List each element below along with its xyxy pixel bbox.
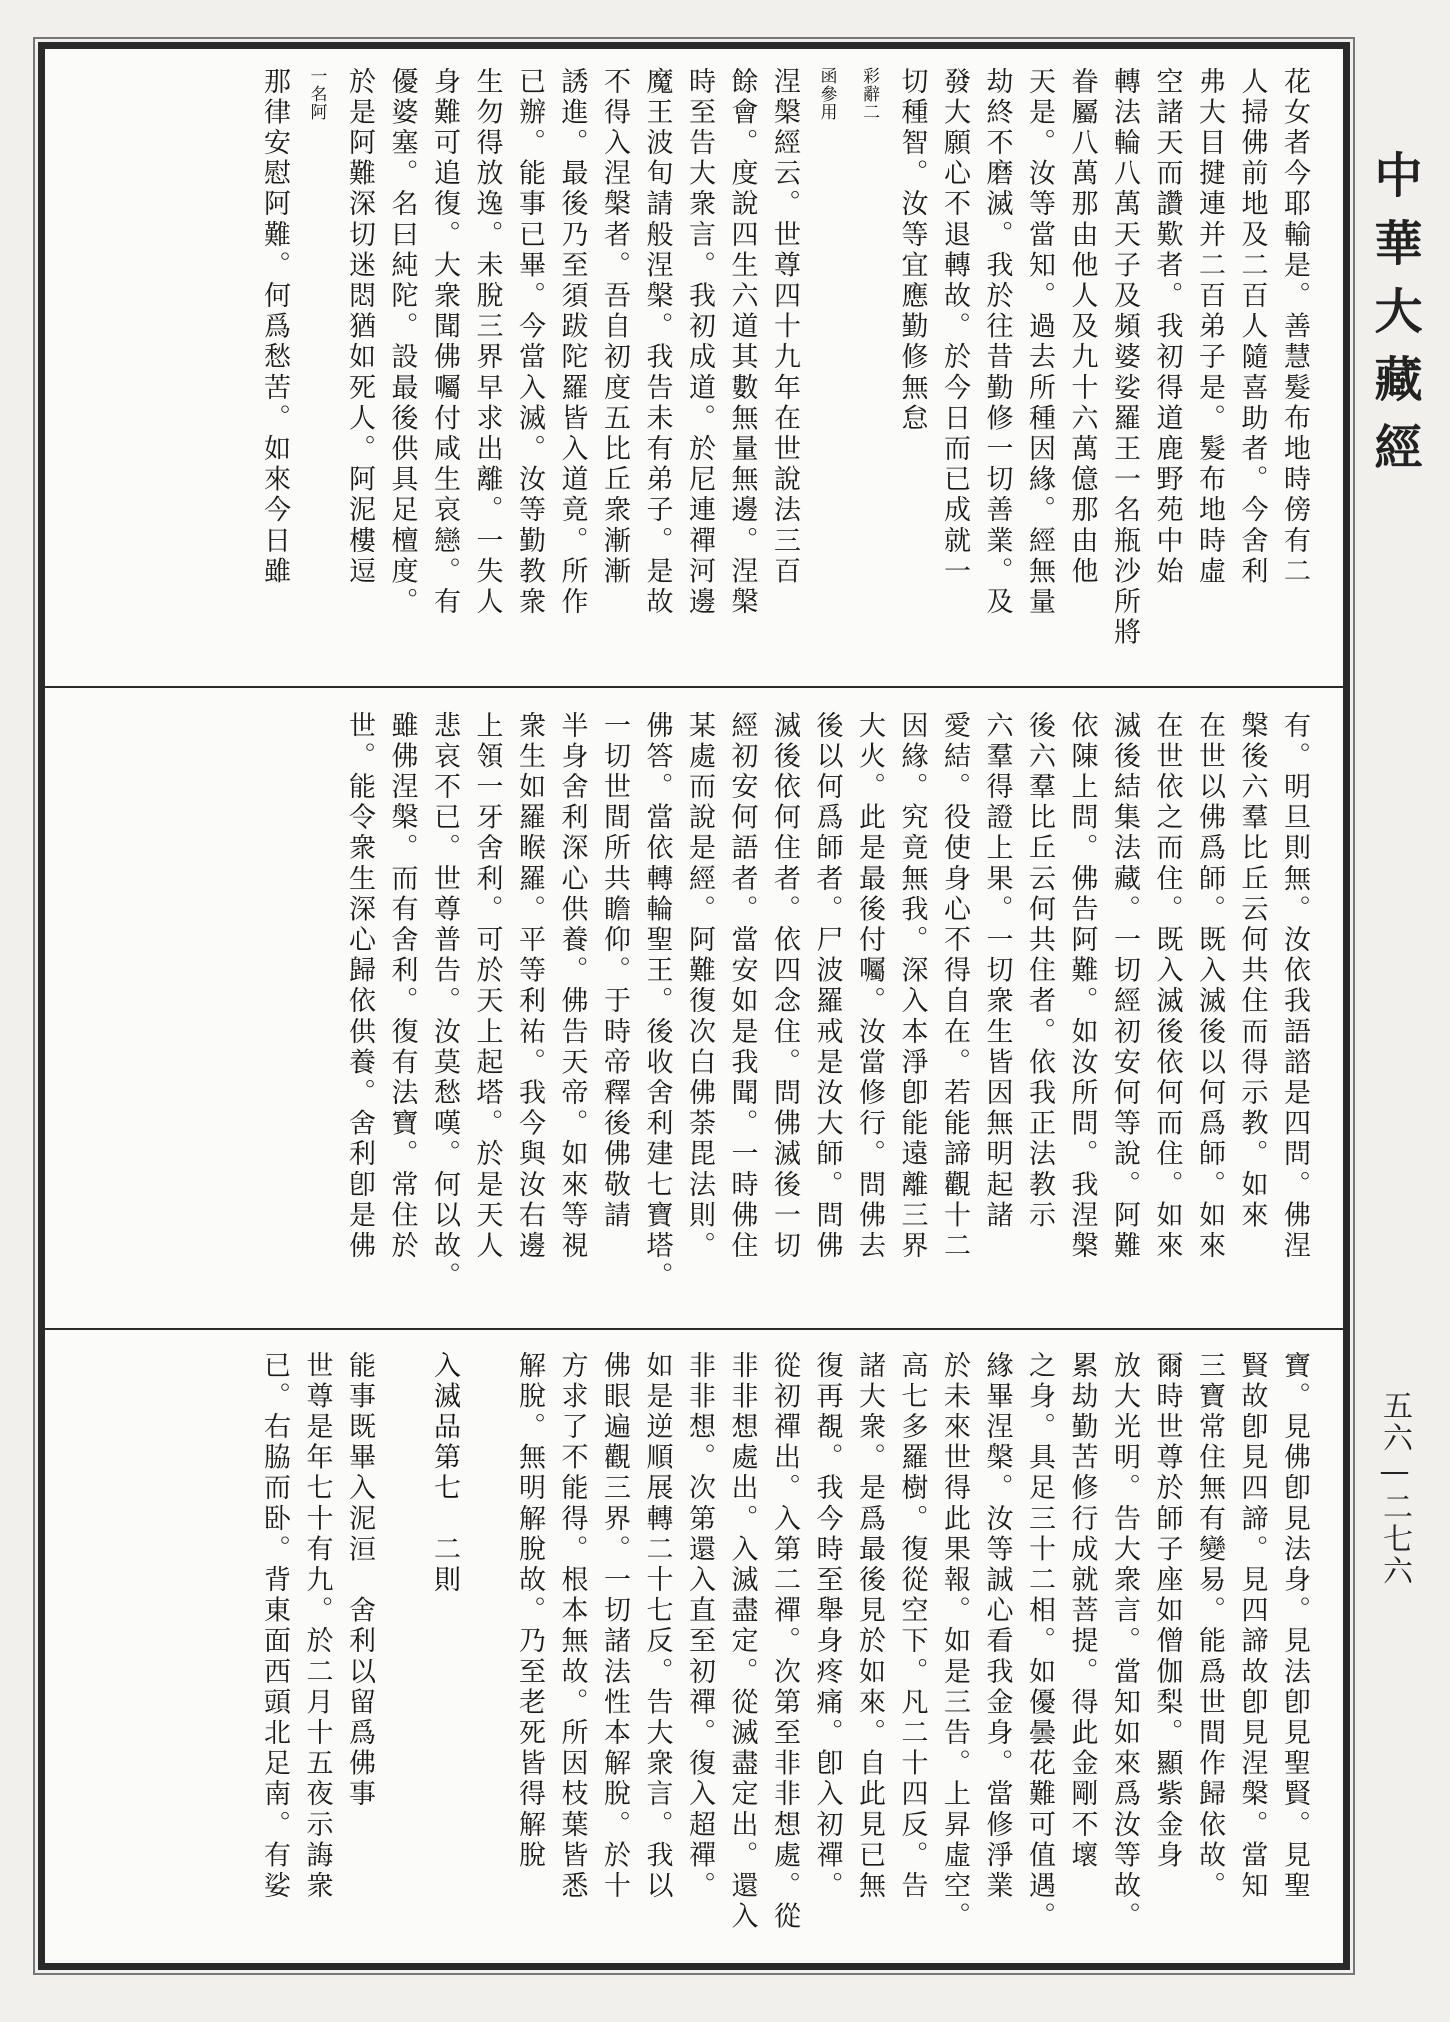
text-column: 非非想處出。入滅盡定。從滅盡定出。還入 (726, 1351, 758, 1933)
text-column: 不得入涅槃者。吾自初度五比丘衆漸漸 (599, 67, 630, 588)
text-column: 滅後依何住者。依四念住。問佛滅後一切 (769, 711, 800, 1262)
text-column: 六羣得證上果。一切衆生皆因無明起諸 (981, 711, 1013, 1232)
page-number: 五六—二七六 (1377, 1390, 1412, 1587)
text-column: 在世依之而住。既入滅後依何而住。如來 (1151, 711, 1183, 1262)
text-column: 在世以佛爲師。既入滅後以何爲師。如來 (1194, 711, 1225, 1262)
text-column: 緣畢涅槃。汝等誠心看我金身。當修淨業 (981, 1351, 1013, 1902)
text-column: 爾時世尊於師子座如僧伽梨。顯紫金身 (1151, 1351, 1183, 1872)
text-column: 已。右脇而卧。背東面西頭北足南。有娑 (259, 1351, 290, 1902)
text-column: 某處而說是經。阿難復次白佛荼毘法則。 (684, 711, 715, 1262)
text-column: 悲哀不已。世尊普告。汝莫愁嘆。何以故。 (429, 711, 460, 1293)
text-column: 有。明旦則無。汝依我語諮是四問。佛涅 (1279, 711, 1310, 1262)
text-column: 眷屬八萬那由他人及九十六萬億那由他 (1066, 67, 1098, 588)
text-column: 依陳上問。佛告阿難。如汝所問。我涅槃 (1066, 711, 1098, 1262)
text-column: 已辦。能事已畢。今當入滅。汝等勤教衆 (514, 67, 545, 618)
text-column: 因緣。究竟無我。深入本淨卽能遠離三界 (896, 711, 928, 1262)
text-column: 三寶常住無有變易。能爲世間作歸依故。 (1194, 1351, 1225, 1902)
text-column: 身難可追復。大衆聞佛囑付咸生哀戀。有 (429, 67, 460, 618)
text-column: 餘會。度說四生六道其數無量無邊。涅槃 (726, 67, 758, 618)
text-column: 一切世間所共瞻仰。于時帝釋後佛敬請 (599, 711, 630, 1232)
text-column: 方求了不能得。根本無故。所因枝葉皆悉 (556, 1351, 588, 1902)
section-heading-note: 函參用 (816, 67, 837, 121)
text-column: 從初禪出。入第二禪。次第至非非想處。從 (769, 1351, 800, 1933)
text-column: 涅槃經云。世尊四十九年在世說法三百 (769, 67, 800, 588)
text-column: 誘進。最後乃至須跋陀羅皆入道竟。所作 (556, 67, 588, 618)
text-column: 花女者今耶輸是。善慧髮布地時傍有二 (1279, 67, 1310, 588)
text-column: 於未來世得此果報。如是三告。上昇虛空。 (939, 1351, 970, 1933)
text-column: 人掃佛前地及二百人隨喜助者。今舍利 (1236, 67, 1268, 588)
text-band-middle (45, 691, 1343, 1327)
text-column: 上領一牙舍利。可於天上起塔。於是天人 (471, 711, 503, 1262)
blank-column (465, 1351, 508, 1963)
text-column: 經初安何語者。當安如是我聞。一時佛住 (726, 711, 758, 1262)
band-divider (45, 686, 1343, 688)
band-divider (45, 1328, 1343, 1330)
text-column: 半身舍利深心供養。佛告天帝。如來等視 (556, 711, 588, 1262)
text-column: 轉法輪八萬天子及頻婆娑羅王一名瓶沙所將 (1109, 67, 1140, 649)
annotation-column: 一名阿 (306, 67, 327, 121)
text-column: 佛眼遍觀三界。一切諸法性本解脫。於十 (599, 1351, 630, 1902)
text-column: 寶。見佛卽見法身。見法卽見聖賢。見聖 (1279, 1351, 1310, 1902)
text-column: 高七多羅樹。復從空下。凡二十四反。告 (896, 1351, 928, 1902)
text-column: 衆生如羅睺羅。平等利祐。我今與汝右邊 (514, 711, 545, 1262)
text-column: 世。能令衆生深心歸依供養。舍利卽是佛 (344, 711, 375, 1262)
text-column: 非非想。次第還入直至初禪。復入超禪。 (684, 1351, 715, 1902)
text-column: 佛答。當依轉輪聖王。後收舍利建七寶塔。 (641, 711, 673, 1293)
text-column: 之身。具足三十二相。如優曇花難可值遇。 (1024, 1351, 1055, 1933)
text-band-bottom (45, 1333, 1343, 1963)
text-column: 復再覩。我今時至舉身疼痛。卽入初禪。 (811, 1351, 843, 1902)
text-column: 時至告大衆言。我初成道。於尼連禪河邊 (684, 67, 715, 618)
text-column: 魔王波旬請般涅槃。我告未有弟子。是故 (641, 67, 673, 618)
collection-title: 中華大藏經 (1366, 150, 1422, 490)
text-column: 後以何爲師者。尸波羅戒是汝大師。問佛 (811, 711, 843, 1262)
text-column: 雖佛涅槃。而有舍利。復有法寶。常住於 (386, 711, 418, 1262)
text-column: 後六羣比丘云何共住者。依我正法教示 (1024, 711, 1055, 1232)
text-column: 發大願心不退轉故。於今日而已成就一 (939, 67, 970, 588)
blank-column (380, 1351, 423, 1963)
text-column: 優婆塞。名曰純陀。設最後供具足檀度。 (386, 67, 418, 618)
text-column: 累劫勤苦修行成就菩提。得此金剛不壞 (1066, 1351, 1098, 1872)
chapter-heading: 入滅品第七 二則 (429, 1351, 460, 1596)
text-column: 世尊是年七十有九。於二月十五夜示誨衆 (301, 1351, 333, 1902)
text-column: 槃後六羣比丘云何共住而得示教。如來 (1236, 711, 1268, 1232)
text-column: 大火。此是最後付囑。汝當修行。問佛去 (854, 711, 885, 1262)
verse-column: 能事既畢入泥洹 舍利以留爲佛事 (344, 1351, 375, 1810)
text-column: 於是阿難深切迷悶猶如死人。阿泥樓逗 (344, 67, 375, 588)
text-column: 如是逆順展轉二十七反。告大衆言。我以 (641, 1351, 673, 1902)
text-column: 解脫。無明解脫故。乃至老死皆得解脫 (514, 1351, 545, 1872)
text-column: 切種智。汝等宜應勤修無怠 (896, 67, 928, 435)
text-band-top (45, 49, 1343, 685)
text-column: 賢故卽見四諦。見四諦故卽見涅槃。當知 (1236, 1351, 1268, 1902)
text-column: 放大光明。告大衆言。當知如來爲汝等故。 (1109, 1351, 1140, 1933)
section-heading: 彩辭二 (859, 67, 879, 121)
text-column: 諸大衆。是爲最後見於如來。自此見已無 (854, 1351, 885, 1902)
text-column: 滅後結集法藏。一切經初安何等說。阿難 (1109, 711, 1140, 1262)
page-frame (38, 42, 1350, 1970)
text-column: 生勿得放逸。未脫三界早求出離。一失人 (471, 67, 503, 618)
text-column: 天是。汝等當知。過去所種因緣。經無量 (1024, 67, 1055, 618)
text-column: 愛結。役使身心不得自在。若能諦觀十二 (939, 711, 970, 1262)
text-column: 劫終不磨滅。我於往昔勤修一切善業。及 (981, 67, 1013, 618)
text-column: 弗大目揵連并二百弟子是。髮布地時虛 (1194, 67, 1225, 588)
text-column: 空諸天而讚歎者。我初得道鹿野苑中始 (1151, 67, 1183, 588)
text-column: 那律安慰阿難。何爲愁苦。如來今日雖 (259, 67, 290, 588)
